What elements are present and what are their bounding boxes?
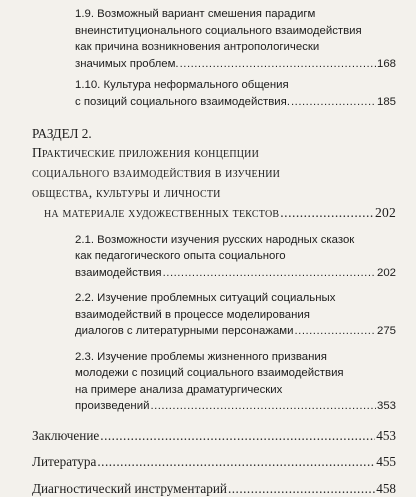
leader-dots [280, 203, 374, 223]
leader-dots [150, 398, 376, 415]
toc-entry-line: произведений [75, 398, 149, 415]
page-number: 455 [376, 453, 396, 471]
toc-entry-conclusion [32, 427, 396, 445]
toc-entry-leader-line [32, 480, 396, 497]
toc-entry-line: взаимодействия [75, 265, 162, 282]
toc-entry-1-9 [32, 6, 396, 72]
page-number: 202 [377, 265, 396, 282]
page-number: 202 [375, 203, 396, 223]
toc-entry-line: 1.9. Возможный вариант смешения парадигм [75, 6, 366, 23]
toc-entry-line: 2.2. Изучение проблемных ситуаций социальных [75, 290, 366, 307]
toc-entry-line: на примере анализа драматургических [75, 382, 366, 399]
leader-dots [163, 265, 376, 282]
toc-entry-line: диалогов с литературными персонажами [75, 323, 293, 340]
toc-entry-label: Заключение [32, 427, 99, 445]
toc-entry-line: внеинституционального социального взаимодействия [75, 23, 366, 40]
toc-entry-line: 2.1. Возможности изучения русских народных сказок [75, 232, 366, 249]
toc-entry-line: с позиций социального взаимодействия. [75, 94, 290, 111]
page-number: 353 [377, 398, 396, 415]
toc-entry-line: значимых проблем. [75, 56, 179, 73]
toc-entry-line: 1.10. Культура неформального общения [75, 77, 366, 94]
toc-entry-2-1 [32, 232, 396, 282]
toc-entry-line: молодежи с позиций социального взаимодействия [75, 365, 366, 382]
leader-dots [100, 427, 375, 445]
page-number: 275 [377, 323, 396, 340]
leader-dots [291, 94, 376, 111]
toc-entry-literature [32, 453, 396, 471]
toc-entry-leader-line [75, 94, 366, 111]
section-title-line: социального взаимодействия в изучении [32, 163, 396, 183]
toc-entry-line: взаимодействий в процессе моделирования [75, 307, 366, 324]
toc-entry-line: как причина возникновения антропологически [75, 39, 366, 56]
section-label: РАЗДЕЛ 2. [32, 125, 396, 143]
toc-entry-diagnostic [32, 480, 396, 497]
toc-entry-2-2 [32, 290, 396, 340]
toc-entry-line: как педагогического опыта социального [75, 248, 366, 265]
toc-entry-label: Литература [32, 453, 96, 471]
toc-entry-leader-line [75, 265, 366, 282]
leader-dots [97, 453, 375, 471]
toc-entry-leader-line [32, 203, 396, 223]
page-number: 168 [377, 56, 396, 73]
page-number: 458 [376, 480, 396, 497]
toc-entry-2-3 [32, 349, 396, 415]
toc-entry-line: 2.3. Изучение проблемы жизненного призвания [75, 349, 366, 366]
toc-entry-leader-line [32, 427, 396, 445]
toc-entry-1-10 [32, 77, 396, 110]
toc-entry-label: Диагностический инструментарий [32, 480, 227, 497]
leader-dots [294, 323, 376, 340]
leader-dots [180, 56, 376, 73]
toc-entry-leader-line [32, 453, 396, 471]
page-number: 185 [377, 94, 396, 111]
toc-entry-leader-line [75, 398, 366, 415]
section-title-line: Практические приложения концепции [32, 143, 396, 163]
toc-section-2 [32, 125, 396, 223]
page-number: 453 [376, 427, 396, 445]
toc-entry-leader-line [75, 323, 366, 340]
section-title-line: общества, культуры и личности [32, 183, 396, 203]
leader-dots [228, 480, 375, 497]
section-title-line: на материале художественных текстов [44, 203, 279, 223]
toc-entry-leader-line [75, 56, 366, 73]
